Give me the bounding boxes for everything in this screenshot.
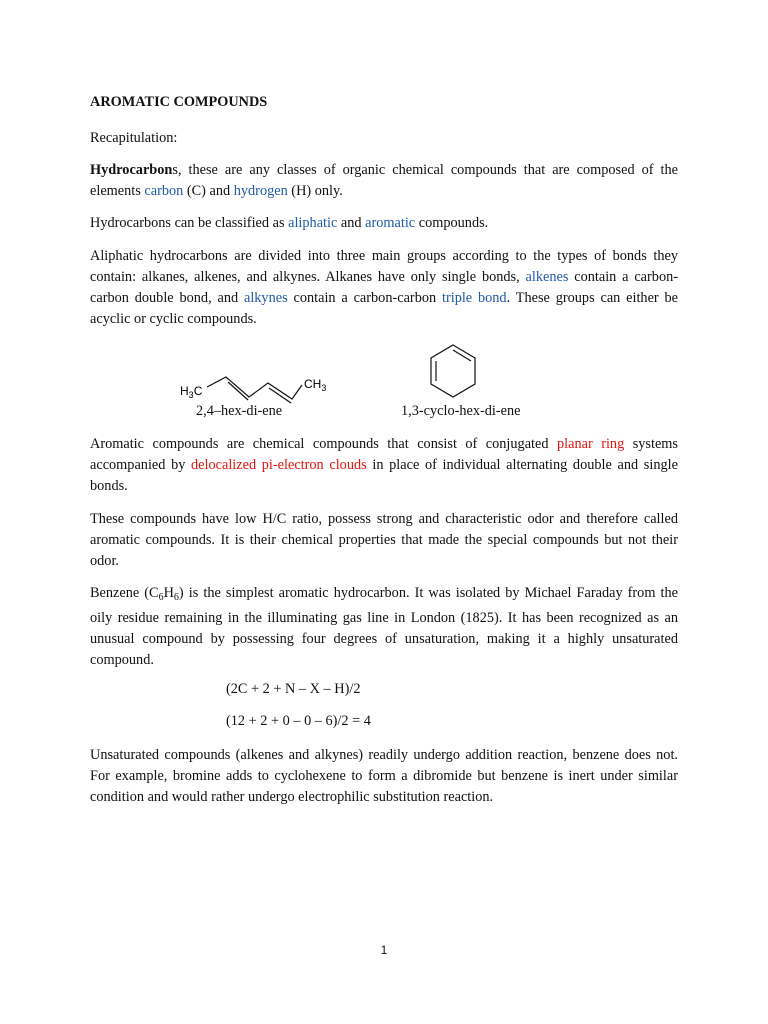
p1-text2: (C) and xyxy=(183,183,234,199)
link-aromatic[interactable]: aromatic xyxy=(365,215,416,231)
paragraph-odor: These compounds have low H/C ratio, possess strong and characteristic odor and therefore called aromatic compounds. It is their chemical properties that made the special compounds but not their odor. xyxy=(90,511,678,569)
p3-text4: . These groups can either be acyclic or cyclic compounds. xyxy=(90,290,679,327)
cyclohexadiene-label: 1,3-cyclo-hex-di-ene xyxy=(401,403,521,419)
link-carbon[interactable]: carbon xyxy=(144,183,184,199)
p1-text3: (H) only. xyxy=(287,183,343,199)
link-delocalized[interactable]: delocalized pi-electron clouds xyxy=(191,457,367,473)
link-aliphatic[interactable]: aliphatic xyxy=(288,215,338,231)
equation-general: (2C + 2 + N – X – H)/2 xyxy=(226,681,361,697)
ch3-group: $CH_3$ xyxy=(304,377,327,393)
p4-text3: in place of individual alternating double and single bonds. xyxy=(90,457,678,494)
paragraph-aromatic xyxy=(90,434,678,497)
p6-text3: ) is the simplest aromatic hydrocarbon. It was isolated by Michael Faraday from the oily residue remaining in the illuminating gas line in London (1825). It has been recognized as an unusual compound by possessing four degrees of unsaturation, making it a highly unsaturated compound. xyxy=(90,585,678,668)
p2-text1: Hydrocarbons can be classified as xyxy=(90,215,289,231)
hexadiene-label: 2,4–hex-di-ene xyxy=(196,403,283,419)
structures-figure xyxy=(0,0,768,420)
p6-sub2: 6 xyxy=(173,592,179,603)
p6-text2: H xyxy=(163,585,174,601)
link-alkynes[interactable]: alkynes xyxy=(243,290,288,306)
link-hydrogen[interactable]: hydrogen xyxy=(233,183,288,199)
p6-text1: Benzene (C xyxy=(90,585,159,601)
term-suffix: s xyxy=(172,162,178,178)
document-title: AROMATIC COMPOUNDS xyxy=(90,94,268,110)
recap-label: Recapitulation: xyxy=(90,130,178,146)
paragraph-unsaturated: Unsaturated compounds (alkenes and alkynes) readily undergo addition reaction, benzene does not. For example, bromine adds to cyclohexene to form a dibromide but benzene is inert under similar condition and would rather undergo electrophilic substitution reaction. xyxy=(90,747,678,805)
link-triple-bond[interactable]: triple bond xyxy=(441,290,507,306)
p4-text1: Aromatic compounds are chemical compounds that consist of conjugated xyxy=(90,436,557,452)
equation-benzene: (12 + 2 + 0 – 0 – 6)/2 = 4 xyxy=(226,713,371,729)
p3-text1: Aliphatic hydrocarbons are divided into three main groups according to the types of bonds they contain: alkanes, alkenes, and alkynes. Alkanes have only single bonds, xyxy=(90,248,678,285)
p2-text2: and xyxy=(337,215,366,231)
term-hydrocarbon: Hydrocarbon xyxy=(90,162,173,178)
link-alkenes[interactable]: alkenes xyxy=(525,269,569,285)
link-planar-ring[interactable]: planar ring xyxy=(557,436,625,452)
p3-text3: contain a carbon-carbon xyxy=(287,290,442,306)
page-number: 1 xyxy=(380,943,388,957)
p3-text2: contain a carbon-carbon double bond, and xyxy=(90,269,678,306)
p1-text1: , these are any classes of organic chemical compounds that are composed of the elements xyxy=(90,162,678,199)
p4-text2: systems accompanied by xyxy=(90,436,678,473)
p2-text3: compounds. xyxy=(415,215,489,231)
paragraph-benzene xyxy=(90,583,678,671)
h3c-group: $H_3C$ xyxy=(180,384,203,400)
cyclohexadiene-structure xyxy=(431,345,475,397)
p6-sub1: 6 xyxy=(158,592,164,603)
hexadiene-structure xyxy=(207,377,302,403)
